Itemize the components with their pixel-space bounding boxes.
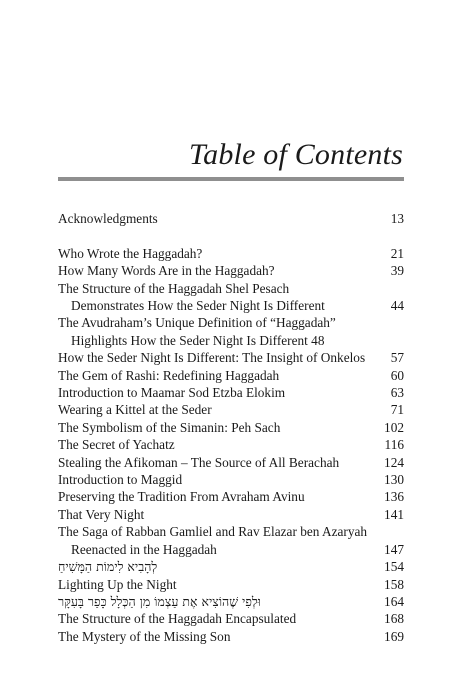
toc-entry-page: 21 — [390, 245, 404, 261]
toc-entry — [58, 210, 404, 227]
toc-entry — [58, 506, 404, 523]
toc-entry-page: 136 — [384, 489, 404, 505]
toc-entry-title: The Avudraham’s Unique Definition of “Haggadah” — [58, 315, 336, 331]
toc-entry — [58, 541, 404, 558]
toc-entry-title: Preserving the Tradition From Avraham Avinu — [58, 489, 305, 505]
page-title: Table of Contents — [189, 138, 403, 171]
toc-entry — [58, 384, 404, 401]
toc-entry-title: לְהָבִיא לִימוֹת הַמָּשִׁיחַ — [58, 559, 158, 575]
toc-entry-title: Introduction to Maamar Sod Etzba Elokim — [58, 385, 286, 401]
toc-entry — [58, 367, 404, 384]
toc-entry-title: The Mystery of the Missing Son — [58, 628, 231, 644]
toc-entry — [58, 297, 404, 314]
toc-entry-page: 57 — [390, 350, 404, 366]
toc-entry — [58, 280, 404, 297]
toc-entry-title: The Saga of Rabban Gamliel and Rav Elazar ben Azaryah — [58, 524, 368, 540]
toc-entry-title: Wearing a Kittel at the Seder — [58, 402, 212, 418]
toc-entry-page: 130 — [384, 472, 404, 488]
toc-entry — [58, 332, 404, 349]
toc-entry-title: How Many Words Are in the Haggadah? — [58, 263, 275, 279]
toc-entry-page: 169 — [384, 628, 404, 644]
toc-entry-page: 44 — [390, 298, 404, 314]
toc-entry-page: 124 — [384, 454, 404, 470]
toc-entry-title: The Symbolism of the Simanin: Peh Sach — [58, 419, 281, 435]
toc-entry — [58, 576, 404, 593]
toc-entry-page: 158 — [384, 576, 404, 592]
toc-entry — [58, 488, 404, 505]
toc-entry-page: 39 — [390, 263, 404, 279]
toc-entry-page: 60 — [390, 367, 404, 383]
toc-entry-page: 102 — [384, 419, 404, 435]
toc-entry-title: Reenacted in the Haggadah — [71, 541, 217, 557]
toc-entry-page: 13 — [390, 211, 404, 226]
toc-entry — [58, 314, 404, 331]
toc-entry-page: 154 — [384, 559, 404, 575]
toc-entry — [58, 401, 404, 418]
toc-entry — [58, 262, 404, 279]
toc-entry-title: Who Wrote the Haggadah? — [58, 245, 203, 261]
title-rule — [58, 177, 404, 181]
toc-entry-page: 116 — [384, 437, 404, 453]
toc-entry-title: The Structure of the Haggadah Shel Pesach — [58, 280, 290, 296]
toc-entry — [58, 471, 404, 488]
toc-entry — [58, 419, 404, 436]
toc-entry-title: Highlights How the Seder Night Is Different 48 — [71, 332, 325, 348]
toc-entry-title: The Gem of Rashi: Redefining Haggadah — [58, 367, 280, 383]
table-of-contents — [58, 210, 404, 645]
toc-entry-page: 71 — [390, 402, 404, 418]
toc-entry-title: Demonstrates How the Seder Night Is Different — [71, 298, 325, 314]
toc-entry — [58, 593, 404, 610]
toc-entry-title: Acknowledgments — [58, 211, 158, 226]
toc-entry-title: Stealing the Afikoman – The Source of All Berachah — [58, 454, 340, 470]
toc-entry — [58, 610, 404, 627]
toc-entry-title: Lighting Up the Night — [58, 576, 177, 592]
toc-entry-title: The Secret of Yachatz — [58, 437, 175, 453]
toc-entry-title: That Very Night — [58, 506, 145, 522]
toc-entry-page: 147 — [384, 541, 404, 557]
toc-entry-page: 164 — [384, 593, 404, 609]
toc-entry — [58, 558, 404, 575]
toc-entry-page: 63 — [390, 385, 404, 401]
toc-entry — [58, 523, 404, 540]
toc-entry-page: 168 — [384, 611, 404, 627]
toc-entry-title: Introduction to Maggid — [58, 472, 183, 488]
toc-entry — [58, 436, 404, 453]
toc-entry — [58, 349, 404, 366]
toc-entry — [58, 628, 404, 645]
toc-entry-title: How the Seder Night Is Different: The Insight of Onkelos — [58, 350, 366, 366]
toc-entry — [58, 245, 404, 262]
toc-entry-page: 141 — [384, 506, 404, 522]
toc-entry-title: The Structure of the Haggadah Encapsulated — [58, 611, 297, 627]
toc-entry-title: וּלְפִי שֶׁהוֹצִיא אֶת עַצְמוֹ מִן הַכְּלָל כָּפַר בָּעִקָּר — [58, 593, 261, 609]
toc-entry — [58, 454, 404, 471]
